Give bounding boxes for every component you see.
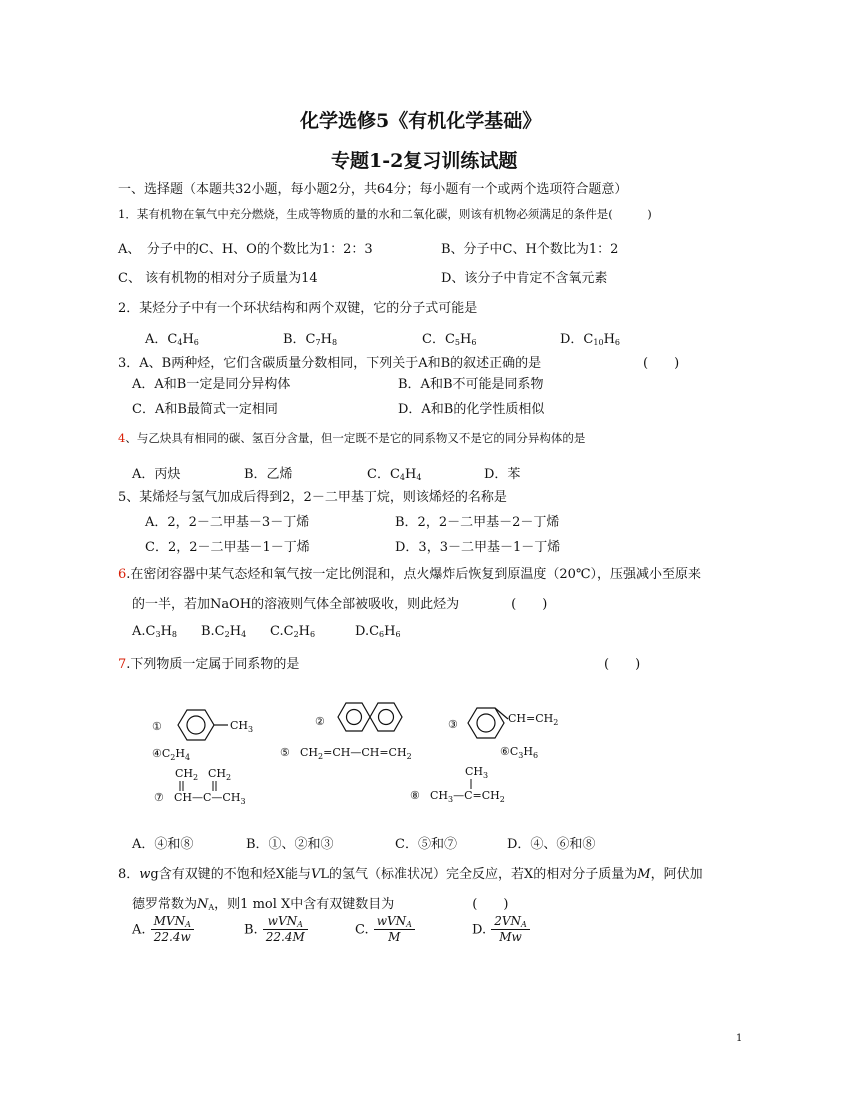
q1-option-b: B、分子中C、H个数比为1：2 xyxy=(441,242,619,257)
q8-option-d-label: D. xyxy=(472,922,487,938)
label-7: ⑦ xyxy=(154,791,164,804)
q1-option-a: A、 分子中的C、H、O的个数比为1：2：3 xyxy=(118,242,373,257)
benzene-ring-1 xyxy=(178,710,228,740)
q8-option-c xyxy=(355,914,415,944)
q2-option-a: A．$C_4H_6$ xyxy=(145,332,199,347)
q2-option-d: D．$C_{10}H_6$ xyxy=(560,332,620,347)
q6-option-b: $B.C_2H_4$ xyxy=(201,624,247,639)
q6-option-d: $D.C_6H_6$ xyxy=(355,624,401,639)
q8-option-d xyxy=(472,914,530,944)
q5-option-b: B．2，2－二甲基－2－丁烯 xyxy=(395,515,560,530)
q6-option-a: $A.C_3H_8$ xyxy=(132,624,177,639)
label-1: ① xyxy=(152,720,162,733)
q6-option-c: $C.C_2H_6$ xyxy=(270,624,316,639)
butadiene-formula: $CH_2=CH—CH=CH_2$ xyxy=(300,746,412,761)
label-8: ⑧ xyxy=(410,789,420,802)
q1-option-c: C、 该有机物的相对分子质量为14 xyxy=(118,271,318,286)
naphthalene-rings xyxy=(338,703,402,731)
q8-option-c-label: C. xyxy=(355,922,369,938)
q8-option-a xyxy=(132,914,194,944)
q5-option-c: C．2，2－二甲基－1－丁烯 xyxy=(145,540,310,555)
q1-stem: 1．某有机物在氧气中充分燃烧，生成等物质的量的水和二氧化碳，则该有机物必须满足的条件是( ) xyxy=(118,207,652,221)
q2-option-c: C．$C_5H_6$ xyxy=(422,332,477,347)
q3-option-b: B．A和B不可能是同系物 xyxy=(398,377,544,392)
ch2-top-right: $CH_2$ xyxy=(208,767,232,782)
q8-option-b-label: B. xyxy=(244,922,258,938)
q4-option-d: D．苯 xyxy=(484,467,521,482)
q4-option-b: B．乙烯 xyxy=(244,467,293,482)
q5-option-d: D．3，3－二甲基－1－丁烯 xyxy=(395,540,561,555)
q7-option-c: C．⑤和⑦ xyxy=(395,837,457,852)
q4-stem: 4、与乙炔具有相同的碳、氢百分含量，但一定既不是它的同系物又不是它的同分异构体的是 xyxy=(118,431,586,445)
q7-option-d: D．④、⑥和⑧ xyxy=(507,837,596,852)
q5-stem: 5、某烯烃与氢气加成后得到2，2－二甲基丁烷，则该烯烃的名称是 xyxy=(118,490,507,505)
ch3-group-1: $CH_3$ xyxy=(230,719,254,734)
fraction-a: $\frac{MVN_A}{22.4w}$ xyxy=(151,914,194,944)
q6-stem: 6.在密闭容器中某气态烃和氧气按一定比例混和，点火爆炸后恢复到原温度（20℃），压强减小至原来 xyxy=(118,567,701,582)
page-subtitle: 专题1-2复习训练试题 xyxy=(331,150,518,172)
q1-option-d: D、该分子中肯定不含氧元素 xyxy=(441,271,608,286)
q4-option-c: C．$C_4H_4$ xyxy=(367,467,422,482)
q8-stem: 8．wg含有双键的不饱和烃X能与VL的氢气（标准状况）完全反应，若X的相对分子质量为M，阿伏加 xyxy=(118,867,703,882)
ch3-top-8: $CH_3$ xyxy=(465,765,489,780)
q2-stem: 2．某烃分子中有一个环状结构和两个双键，它的分子式可能是 xyxy=(118,301,478,316)
page-title: 化学选修5《有机化学基础》 xyxy=(300,110,542,132)
q3-stem: 3．A、B两种烃，它们含碳质量分数相同，下列关于A和B的叙述正确的是 xyxy=(118,356,542,371)
q3-answer-paren: ( ) xyxy=(643,356,680,371)
label-4: $④C_2H_4$ xyxy=(152,747,191,762)
q4-number: 4 xyxy=(118,431,126,445)
q2-option-b: B．$C_7H_8$ xyxy=(283,332,338,347)
fraction-d: $\frac{2VN_A}{Mw}$ xyxy=(491,914,530,944)
isobutene-chain: $CH_3—C=CH_2$ xyxy=(430,789,505,804)
q7-option-a: A．④和⑧ xyxy=(132,837,194,852)
q6-stem-cont: 的一半，若加NaOH的溶液则气体全部被吸收，则此烃为 ( ) xyxy=(132,597,548,612)
q3-option-d: D．A和B的化学性质相似 xyxy=(398,402,545,417)
q3-option-c: C．A和B最简式一定相同 xyxy=(132,402,278,417)
q7-answer-paren: ( ) xyxy=(604,657,641,672)
q7-option-b: B．①、②和③ xyxy=(246,837,334,852)
section-heading: 一、选择题（本题共32小题，每小题2分，共64分；每小题有一个或两个选项符合题意） xyxy=(118,182,628,197)
benzene-ring-3 xyxy=(468,708,508,738)
page-number: 1 xyxy=(736,1033,743,1044)
label-3: ③ xyxy=(448,718,458,731)
q7-stem: 7.下列物质一定属于同系物的是 xyxy=(118,657,300,672)
vinyl-group: $CH=CH_2$ xyxy=(508,712,559,727)
q8-option-a-label: A. xyxy=(132,922,146,938)
q7-structure-7-chain: $CH—C—CH_3$ xyxy=(174,791,246,806)
q6-number: 6 xyxy=(118,567,127,582)
q8-stem-cont: 德罗常数为$N_A$，则1 mol X中含有双键数目为 ( ) xyxy=(132,897,509,912)
q7-structures-figure xyxy=(140,695,620,815)
label-2: ② xyxy=(315,715,325,728)
q5-option-a: A．2，2－二甲基－3－丁烯 xyxy=(145,515,310,530)
label-6: $⑥C_3H_6$ xyxy=(500,745,539,760)
q8-option-b xyxy=(244,914,308,944)
q4-option-a: A．丙炔 xyxy=(132,467,181,482)
ch2-top-left: $CH_2$ xyxy=(175,767,199,782)
label-5: ⑤ xyxy=(280,746,290,759)
q7-number: 7 xyxy=(118,657,127,672)
fraction-b: $\frac{wVN_A}{22.4M}$ xyxy=(263,914,308,944)
q3-option-a: A．A和B一定是同分异构体 xyxy=(132,377,291,392)
fraction-c: $\frac{wVN_A}{M}$ xyxy=(374,914,415,944)
